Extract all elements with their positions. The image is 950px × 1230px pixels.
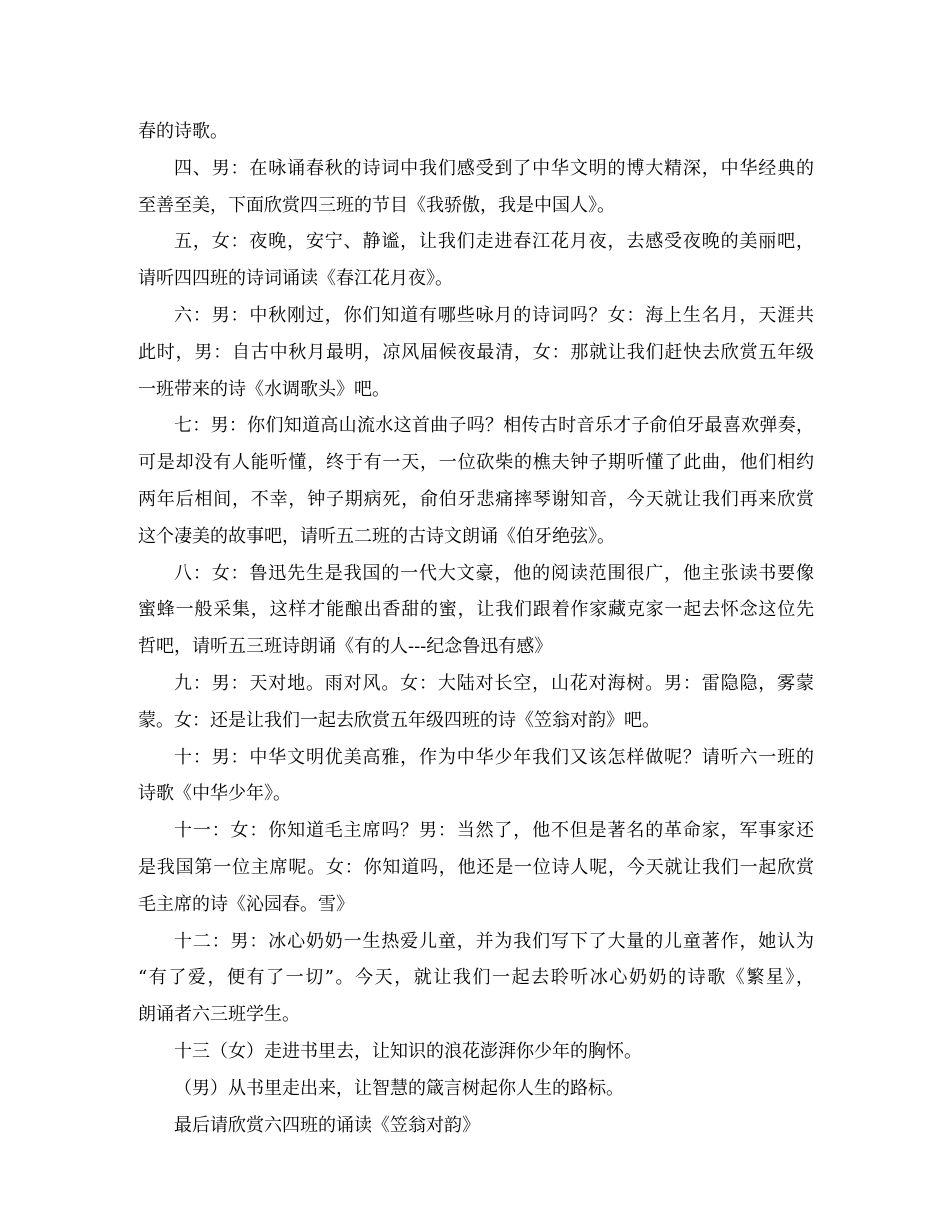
text-line: 四、男：在咏诵春秋的诗词中我们感受到了中华文明的博大精深，中华经典的: [174, 157, 814, 179]
text-line: 诗歌《中华少年》。: [138, 783, 291, 805]
text-line: 十：男：中华文明优美高雅，作为中华少年我们又该怎样做呢？请听六一班的: [174, 746, 814, 768]
text-line: 八：女：鲁迅先生是我国的一代大文豪，他的阅读范围很广，他主张读书要像: [174, 562, 814, 584]
text-line: 哲吧，请听五三班诗朗诵《有的人---纪念鲁迅有感》: [138, 636, 553, 658]
text-line: 蒙。女：还是让我们一起去欣赏五年级四班的诗《笠翁对韵》吧。: [138, 709, 660, 731]
text-line: 至善至美，下面欣赏四三班的节目《我骄傲，我是中国人》。: [138, 194, 615, 216]
text-line: 九：男：天对地。雨对风。女：大陆对长空，山花对海树。男：雷隐隐，雾蒙: [174, 672, 814, 694]
text-line: （男）从书里走出来，让智慧的箴言树起你人生的路标。: [174, 1077, 624, 1099]
document-body: [138, 114, 814, 1144]
text-line: 七：男：你们知道高山流水这首曲子吗？相传古时音乐才子俞伯牙最喜欢弹奏，: [174, 415, 814, 437]
text-line: 可是却没有人能听懂，终于有一天，一位砍柴的樵夫钟子期听懂了此曲，他们相约: [138, 452, 814, 474]
text-line: 最后请欣赏六四班的诵读《笠翁对韵》: [174, 1114, 480, 1136]
text-line: 六：男：中秋刚过，你们知道有哪些咏月的诗词吗？女：海上生名月，天涯共: [174, 304, 814, 326]
text-line: 十二：男：冰心奶奶一生热爱儿童，并为我们写下了大量的儿童著作，她认为: [174, 930, 814, 952]
text-line: 朗诵者六三班学生。: [138, 1004, 300, 1026]
text-line: 这个凄美的故事吧，请听五二班的古诗文朗诵《伯牙绝弦》。: [138, 525, 615, 547]
text-line: 蜜蜂一般采集，这样才能酿出香甜的蜜，让我们跟着作家藏克家一起去怀念这位先: [138, 599, 814, 621]
text-line: 十一：女：你知道毛主席吗？男：当然了，他不但是著名的革命家，军事家还: [174, 820, 814, 842]
text-line: 十三（女）走进书里去，让知识的浪花澎湃你少年的胸怀。: [174, 1040, 642, 1062]
text-line: “有了爱，便有了一切”。今天，就让我们一起去聆听冰心奶奶的诗歌《繁星》，: [138, 967, 814, 989]
text-line: 是我国第一位主席呢。女：你知道吗，他还是一位诗人呢，今天就让我们一起欣赏: [138, 856, 814, 878]
text-line: 五，女：夜晚，安宁、静谧，让我们走进春江花月夜，去感受夜晚的美丽吧，: [174, 231, 814, 253]
text-line: 一班带来的诗《水调歌头》吧。: [138, 378, 390, 400]
text-line: 春的诗歌。: [138, 121, 228, 142]
text-line: 请听四四班的诗词诵读《春江花月夜》。: [138, 268, 453, 290]
text-line: 毛主席的诗《沁园春。雪》: [138, 893, 354, 915]
text-line: 两年后相间，不幸，钟子期病死，俞伯牙悲痛摔琴谢知音，今天就让我们再来欣赏: [138, 488, 814, 510]
text-line: 此时，男：自古中秋月最明，凉风届候夜最清，女：那就让我们赶快去欣赏五年级: [138, 341, 814, 363]
